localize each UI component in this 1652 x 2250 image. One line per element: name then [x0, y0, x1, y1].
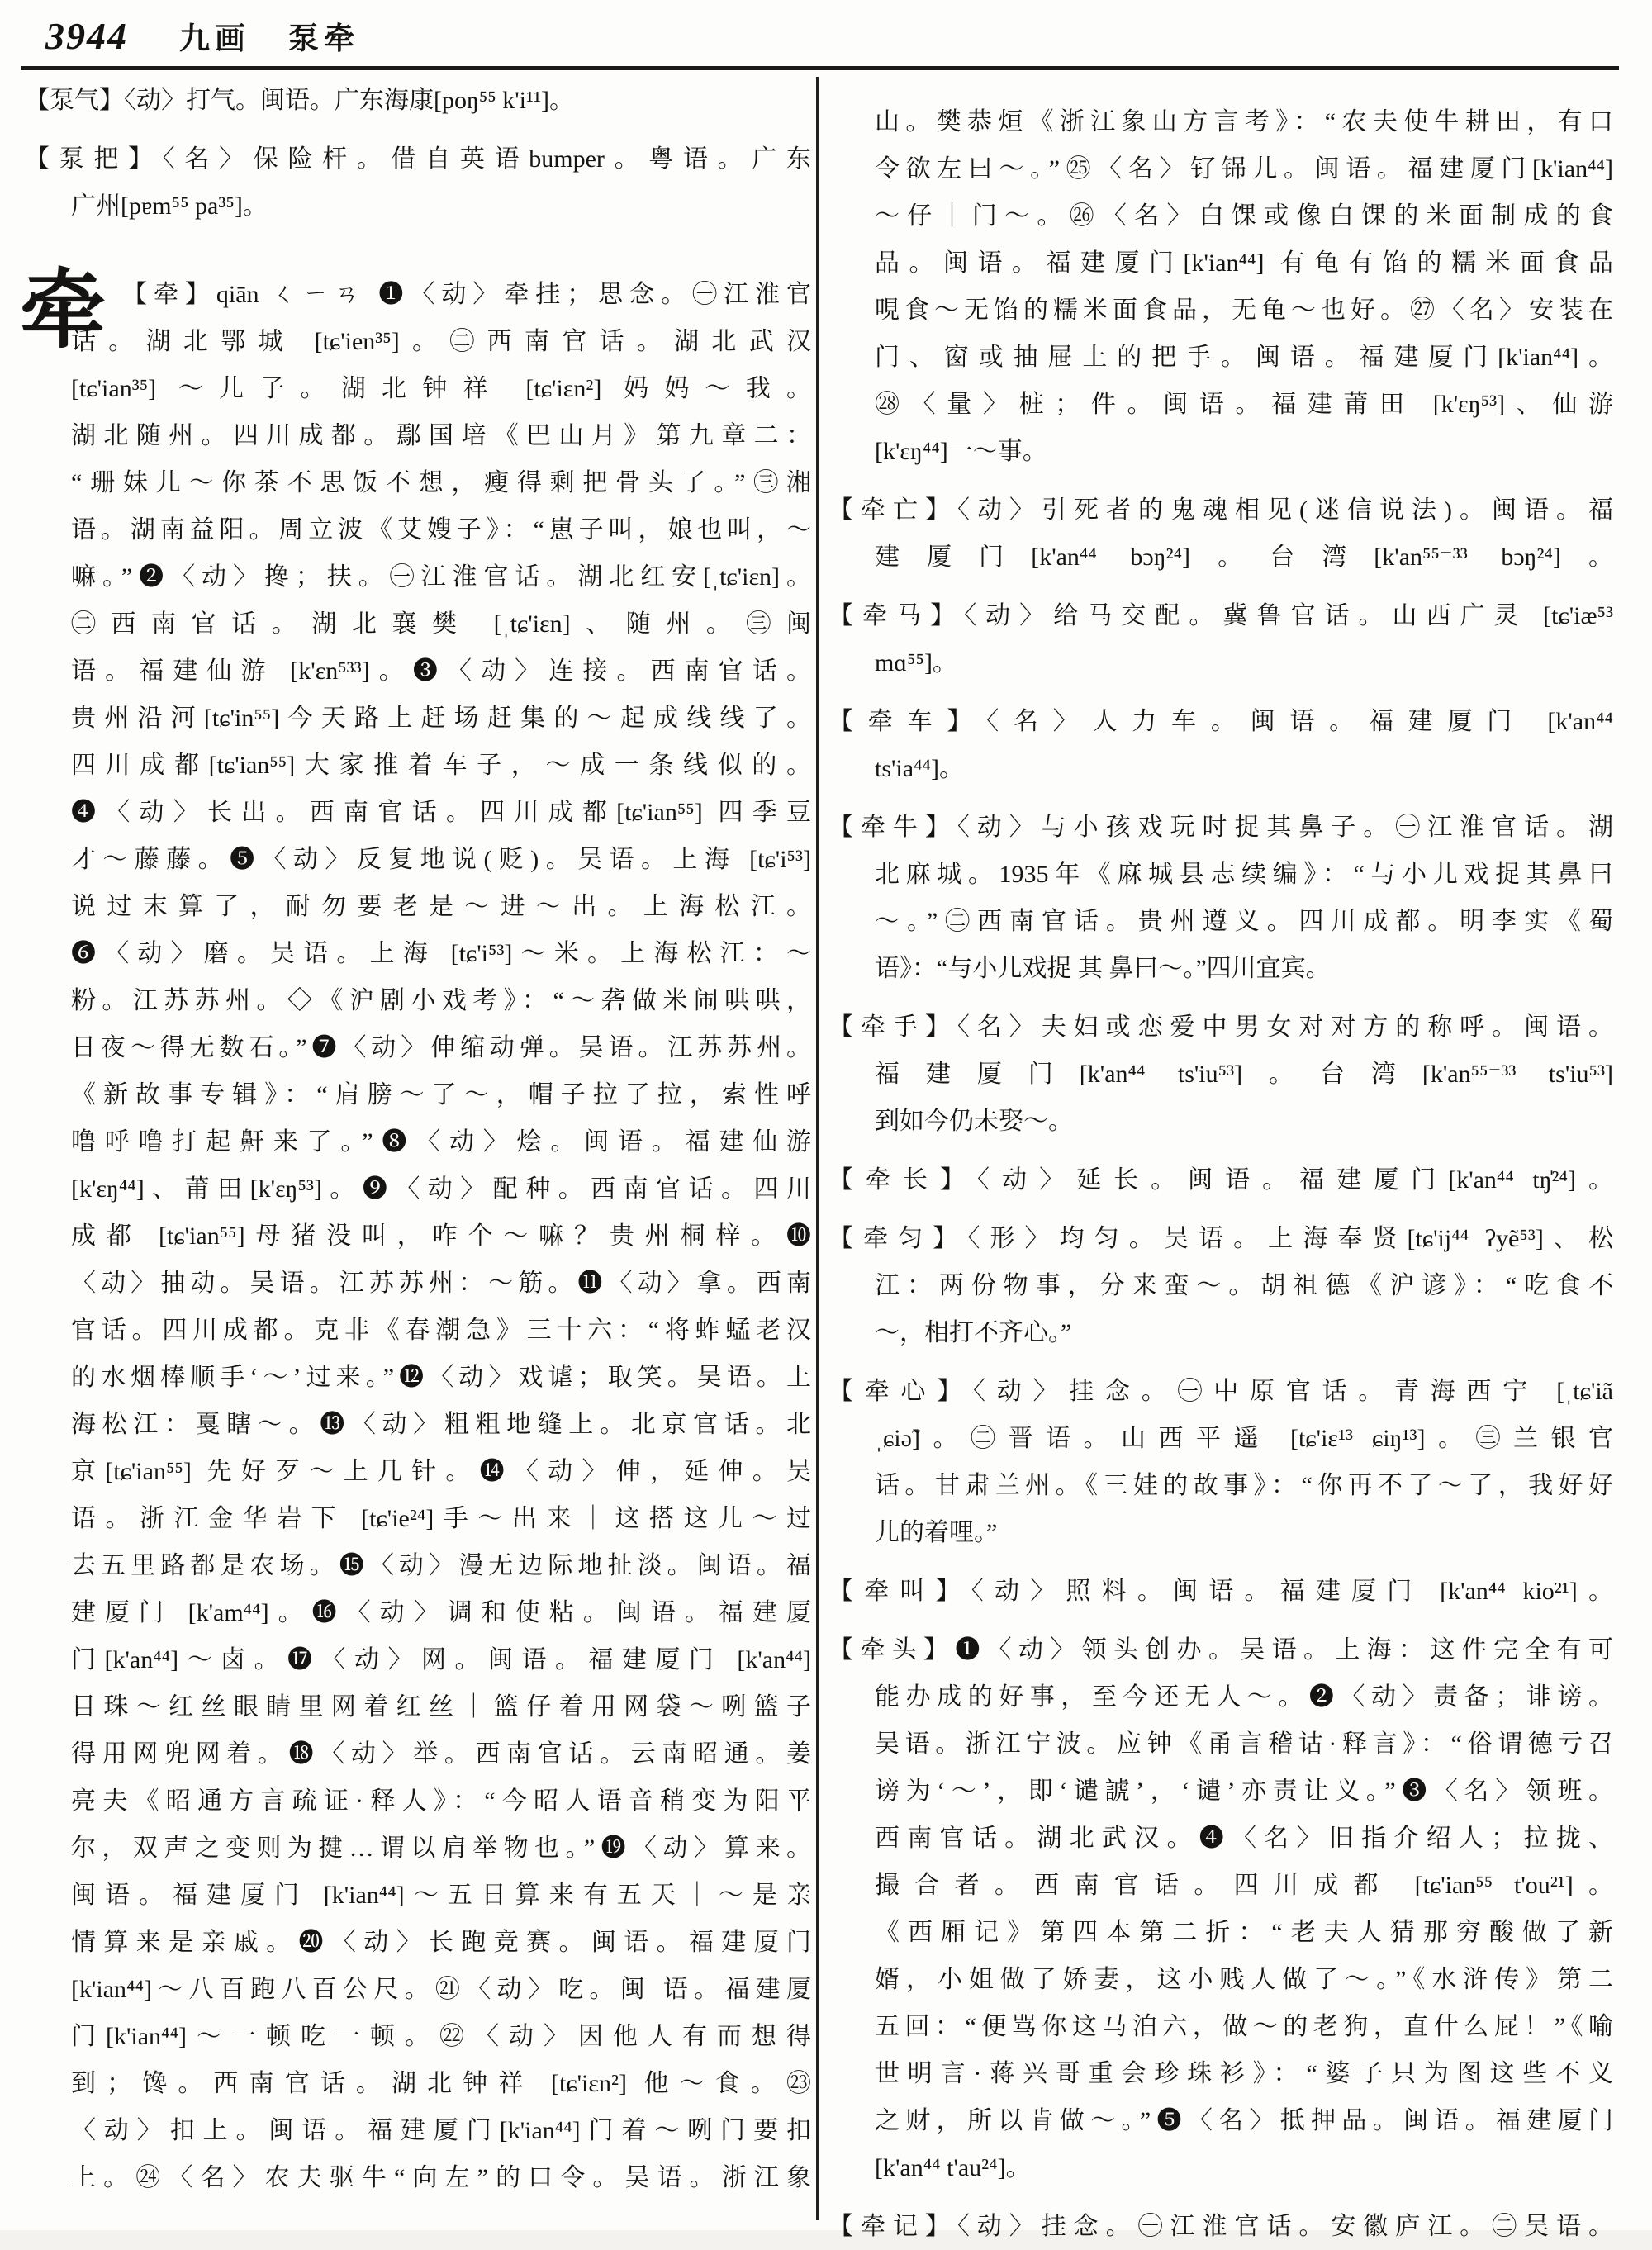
text-line: ～。”㊁西南官话。贵州遵义。四川成都。明李实《蜀 [875, 908, 1613, 935]
text-line: 去五里路都是农场。⓯〈动〉漫无边际地扯淡。闽语。福 [71, 1552, 811, 1579]
headword-character: 牵 [20, 263, 107, 358]
text-line: 【泵气】〈动〉打气。闽语。广东海康[poŋ⁵⁵ k'i¹¹]。 [25, 87, 574, 114]
text-line: “珊妹儿～你茶不思饭不想，瘦得剩把骨头了。”㊂湘 [71, 469, 811, 496]
text-line: [k'an⁴⁴ t'au²⁴]。 [875, 2154, 1031, 2181]
text-line: 广州[pɐm⁵⁵ pa³⁵]。 [71, 192, 268, 220]
text-line: 山。樊恭烜《浙江象山方言考》：“农夫使牛耕田，有口 [875, 108, 1613, 135]
text-line: 京[tɕ'ian⁵⁵] 先好歹～上几针。⓮〈动〉伸，延伸。吴 [71, 1458, 811, 1485]
text-line: 海松江：戛瞎～。⓭〈动〉粗粗地缝上。北京官话。北 [71, 1411, 811, 1438]
text-line: 日夜～得无数石。”❼〈动〉伸缩动弹。吴语。江苏苏州。 [71, 1034, 811, 1061]
text-line: ˌɕiə̃]。㊁晋语。山西平遥 [tɕ'iɛ¹³ ɕiŋ¹³]。㊂兰银官 [875, 1425, 1613, 1452]
text-line: 亮夫《昭通方言疏证·释人》：“今昭人语音稍变为阳平 [71, 1787, 811, 1815]
text-line: ❹〈动〉长出。西南官话。四川成都[tɕ'ian⁵⁵] 四季豆 [71, 799, 811, 826]
text-line: 能办成的好事，至今还无人～。❷〈动〉责备；诽谤。 [875, 1683, 1613, 1711]
text-line: 情算来是亲戚。⓴〈动〉长跑竞赛。闽语。福建厦门 [71, 1929, 811, 1956]
text-line: 到如今仍未娶～。 [875, 1108, 1073, 1135]
text-line: 世明言·蒋兴哥重会珍珠衫》：“婆子只为图这些不义 [875, 2060, 1613, 2087]
text-line: 建厦门[k'an⁴⁴ bɔŋ²⁴]。台湾[k'an⁵⁵⁻³³ bɔŋ²⁴]。 [875, 544, 1613, 571]
text-line: 【牵匀】〈形〉均匀。吴语。上海奉贤[tɕ'ij⁴⁴ ʔyẽ⁵³]、松 [828, 1225, 1613, 1252]
text-line: 贵州沿河[tɕ'in⁵⁵]今天路上赶场赶集的～起成线线了。 [71, 705, 811, 732]
text-line: mɑ⁵⁵]。 [875, 649, 957, 676]
text-line: 语》：“与小儿戏捉 其 鼻曰～。”四川宜宾。 [875, 955, 1331, 982]
text-columns [0, 70, 1652, 2240]
text-line: 【牵】qiān ㄑㄧㄢ ❶〈动〉牵挂；思念。㊀江淮官 [122, 281, 811, 308]
text-line: 【牵心】〈动〉挂念。㊀中原官话。青海西宁 [ˌtɕ'iã [828, 1378, 1613, 1405]
text-line: 上。㉔〈名〉农夫驱牛“向左”的口令。吴语。浙江象 [71, 2164, 811, 2191]
text-line: 话。甘肃兰州。《三娃的故事》：“你再不了～了，我好好 [875, 1472, 1613, 1499]
text-line: 《西厢记》第四本第二折：“老夫人猜那穷酸做了新 [875, 1919, 1613, 1946]
text-line: ㊁西南官话。湖北襄樊 [ˌtɕ'iɛn]、随州。㊂闽 [71, 610, 811, 638]
text-line: 粉。江苏苏州。◇《沪剧小戏考》：“～砻做米闹哄哄， [71, 987, 811, 1014]
text-line: 尔，双声之变则为揵…谓以肩举物也。”⓳〈动〉算来。 [71, 1835, 811, 1862]
left-column [20, 77, 811, 2220]
text-line: 之财，所以肯做～。”❺〈名〉抵押品。闽语。福建厦门 [875, 2107, 1613, 2134]
text-line: 得用网兜网着。⓲〈动〉举。西南官话。云南昭通。姜 [71, 1740, 811, 1768]
text-line: ❻〈动〉磨。吴语。上海 [tɕ'i⁵³]～米。上海松江：～ [71, 940, 811, 967]
text-line: 哯食～无馅的糯米面食品，无龟～也好。㉗〈名〉安装在 [875, 297, 1613, 324]
text-line: 品。闽语。福建厦门[k'ian⁴⁴] 有龟有馅的糯米面食品 [875, 249, 1613, 277]
text-line: 建厦门 [k'am⁴⁴]。⓰〈动〉调和使粘。闽语。福建厦 [71, 1599, 811, 1626]
text-line: 【牵手】〈名〉夫妇或恋爱中男女对对方的称呼。闽语。 [828, 1013, 1613, 1041]
text-line: 【牵长】〈动〉延长。闽语。福建厦门[k'an⁴⁴ tŋ̍²⁴]。 [828, 1166, 1613, 1194]
stroke-section-label: 九画 [179, 22, 250, 56]
text-line: 噜呼噜打起鼾来了。”❽〈动〉烩。闽语。福建仙游 [71, 1128, 811, 1156]
text-line: 的水烟棒顺手‘～’过来。”⓬〈动〉戏谑；取笑。吴语。上 [71, 1364, 811, 1391]
text-line: 【牵头】❶〈动〉领头创办。吴语。上海：这件完全有可 [828, 1636, 1613, 1664]
guide-headwords: 泵牵 [288, 22, 359, 56]
text-line: 谤为‘～’，即‘谴諕’，‘谴’亦责让义。”❸〈名〉领班。 [875, 1778, 1613, 1805]
text-line: [k'ɛŋ⁴⁴]、莆田[k'ɛŋ⁵³]。❾〈动〉配种。西南官话。四川 [71, 1175, 811, 1203]
text-line: 才～藤藤。❺〈动〉反复地说(贬)。吴语。上海 [tɕ'i⁵³] [71, 846, 811, 873]
text-line: ts'ia⁴⁴]。 [875, 755, 964, 782]
text-line: 湖北随州。四川成都。鄢国培《巴山月》第九章二： [71, 422, 811, 449]
text-line: 语。浙江金华岩下 [tɕ'ie²⁴]手～出来｜这搭这儿～过 [71, 1505, 811, 1532]
column-divider [816, 77, 819, 2220]
text-line: 【牵叫】〈动〉照料。闽语。福建厦门 [k'an⁴⁴ kio²¹]。 [828, 1578, 1613, 1605]
text-line: ～仔｜门～。㉖〈名〉白馃或像白馃的米面制成的食 [875, 202, 1613, 230]
text-line: 闽语。福建厦门 [k'ian⁴⁴]～五日算来有五天｜～是亲 [71, 1882, 811, 1909]
text-line: ㉘〈量〉桩；件。闽语。福建莆田 [k'ɛŋ⁵³]、仙游 [875, 391, 1613, 418]
text-line: 【泵把】〈名〉保险杆。借自英语bumper。粤语。广东 [25, 145, 811, 173]
page-number: 3944 [45, 15, 128, 57]
text-line: 撮合者。西南官话。四川成都 [tɕ'ian⁵⁵ t'ou²¹]。 [875, 1872, 1613, 1899]
text-line: 令欲左曰～。”㉕〈名〉钌铞儿。闽语。福建厦门[k'ian⁴⁴] [875, 155, 1613, 183]
text-line: 【牵牛】〈动〉与小孩戏玩时捉其鼻子。㊀江淮官话。湖 [828, 814, 1613, 841]
text-line: 五回：“便骂你这马泊六，做～的老狗，直什么屁！”《喻 [875, 2013, 1613, 2040]
text-line: 【牵车】〈名〉人力车。闽语。福建厦门 [k'an⁴⁴ [828, 708, 1613, 735]
left-column-lines [25, 77, 811, 2201]
text-line: 四川成都[tɕ'ian⁵⁵]大家推着车子，～成一条线似的。 [71, 752, 811, 779]
text-line: 西南官话。湖北武汉。❹〈名〉旧指介绍人；拉拢、 [875, 1825, 1613, 1852]
text-line: 〈动〉扣上。闽语。福建厦门[k'ian⁴⁴]门着～咧门要扣 [71, 2117, 811, 2144]
text-line: 到；馋。西南官话。湖北钟祥 [tɕ'iɛn²] 他～食。㉓ [71, 2070, 811, 2097]
text-line: 〈动〉抽动。吴语。江苏苏州：～筋。⓫〈动〉拿。西南 [71, 1270, 811, 1297]
text-line: 门[k'an⁴⁴]～卤。⓱〈动〉网。闽语。福建厦门 [k'an⁴⁴] [71, 1646, 811, 1673]
text-line: 【牵马】〈动〉给马交配。冀鲁官话。山西广灵 [tɕ'iæ⁵³ [828, 602, 1613, 629]
text-line: 【牵记】〈动〉挂念。㊀江淮官话。安徽庐江。㊁吴语。 [828, 2213, 1613, 2240]
text-line: 门[k'ian⁴⁴]～一顿吃一顿。㉒〈动〉因他人有而想得 [71, 2023, 811, 2050]
right-column-lines [828, 98, 1613, 2250]
text-line: ～，相打不齐心。” [875, 1319, 1072, 1346]
text-line: 《新故事专辑》：“肩膀～了～，帽子拉了拉，索性呼 [71, 1081, 811, 1108]
text-line: 吴语。浙江宁波。应钟《甬言稽诂·释言》：“俗谓德亏召 [875, 1730, 1613, 1758]
text-line: [tɕ'ian³⁵] ～儿子。湖北钟祥 [tɕ'iɛn²] 妈妈～我。 [71, 375, 811, 402]
text-line: 成都 [tɕ'ian⁵⁵]母猪没叫，咋个～嘛？贵州桐梓。❿ [71, 1222, 811, 1250]
text-line: [k'ɛŋ⁴⁴]一～事。 [875, 438, 1047, 465]
text-line: 语。福建仙游 [k'ɛn⁵³³]。❸〈动〉连接。西南官话。 [71, 657, 811, 685]
text-line: [k'ian⁴⁴]～八百跑八百公尺。㉑〈动〉吃。闽 语。福建厦 [71, 1976, 811, 2003]
page-header [0, 0, 1652, 59]
text-line: 儿的着哩。” [875, 1519, 998, 1546]
text-line: 婿，小姐做了娇妻，这小贱人做了～。”《水浒传》第二 [875, 1966, 1613, 1993]
text-line: 【牵亡】〈动〉引死者的鬼魂相见(迷信说法)。闽语。福 [828, 496, 1613, 524]
text-line: 江：两份物事，分来蛮～。胡祖德《沪谚》：“吃食不 [875, 1272, 1613, 1299]
text-line: 福建厦门[k'an⁴⁴ ts'iu⁵³]。台湾[k'an⁵⁵⁻³³ ts'iu⁵³] [875, 1061, 1613, 1088]
text-line: 嘛。”❷〈动〉搀；扶。㊀江淮官话。湖北红安[ˌtɕ'iɛn]。 [71, 563, 811, 591]
text-line: 官话。四川成都。克非《春潮急》三十六：“将蚱蜢老汉 [71, 1317, 811, 1344]
text-line: 话。湖北鄂城 [tɕ'ien³⁵]。㊁西南官话。湖北武汉 [71, 328, 811, 355]
text-line: 目珠～红丝眼睛里网着红丝｜篮仔着用网袋～咧篮子 [71, 1693, 811, 1721]
text-line: 说过末算了，耐勿要老是～进～出。上海松江。 [71, 893, 811, 920]
text-line: 北麻城。1935年《麻城县志续编》：“与小儿戏捉其鼻曰 [875, 861, 1613, 888]
right-column [828, 77, 1613, 2240]
text-line: 门、窗或抽屉上的把手。闽语。福建厦门[k'ian⁴⁴]。 [875, 344, 1613, 371]
text-line: 语。湖南益阳。周立波《艾嫂子》：“崽子叫，娘也叫，～ [71, 516, 811, 544]
